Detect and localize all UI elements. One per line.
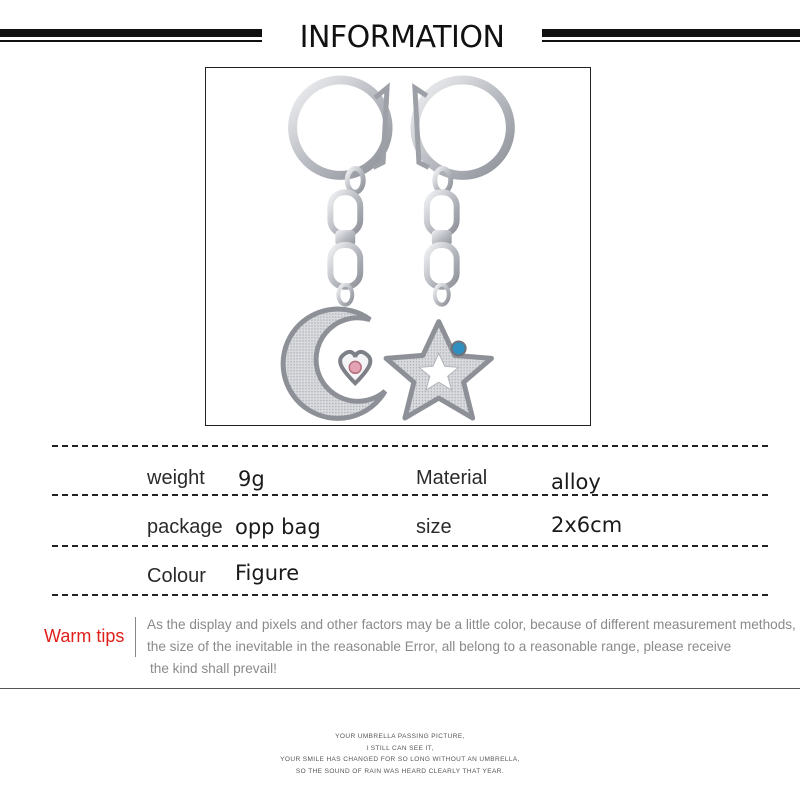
colour-value: Figure: [235, 561, 300, 585]
package-label: package: [147, 516, 223, 538]
material-label: Material: [416, 467, 488, 489]
keychain-illustration: [206, 68, 590, 425]
weight-label: weight: [147, 467, 205, 489]
page-title: INFORMATION: [299, 20, 505, 55]
header-rule-right: [542, 29, 800, 43]
blue-gem-icon: [452, 341, 466, 355]
warm-tips-text: [147, 614, 796, 680]
header-rule-left: [0, 29, 262, 43]
colour-label: Colour: [147, 565, 206, 587]
footer-line: YOUR UMBRELLA PASSING PICTURE,: [335, 733, 465, 740]
footer-line: I STILL CAN SEE IT,: [366, 744, 434, 752]
footer-line: YOUR SMILE HAS CHANGED FOR SO LONG WITHOUT AN UMBRELLA,: [280, 756, 520, 763]
pink-gem-icon: [349, 361, 361, 373]
warm-tips-line: the size of the inevitable in the reasonable Error, all belong to a reasonable range, please receive: [147, 639, 732, 654]
warm-tips-label: Warm tips: [44, 626, 125, 646]
warm-tips-line: As the display and pixels and other factors may be a little color, because of different measurement methods,: [147, 617, 796, 632]
divider: [52, 545, 768, 547]
footer-line: SO THE SOUND OF RAIN WAS HEARD CLEARLY THAT YEAR.: [295, 767, 505, 775]
package-value: opp bag: [235, 515, 321, 539]
divider: [52, 594, 768, 596]
divider: [0, 688, 800, 689]
product-photo: [205, 67, 591, 426]
divider: [52, 494, 768, 496]
footer-text: [200, 731, 600, 777]
warm-tips-separator: [135, 617, 136, 657]
size-value: 2x6cm: [551, 513, 623, 537]
divider: [52, 445, 768, 447]
warm-tips-line: the kind shall prevail!: [150, 661, 277, 676]
material-value: alloy: [551, 470, 601, 494]
size-label: size: [416, 516, 452, 538]
star-keychain: [386, 80, 510, 418]
weight-value: 9g: [238, 467, 265, 491]
moon-keychain: [283, 80, 388, 418]
